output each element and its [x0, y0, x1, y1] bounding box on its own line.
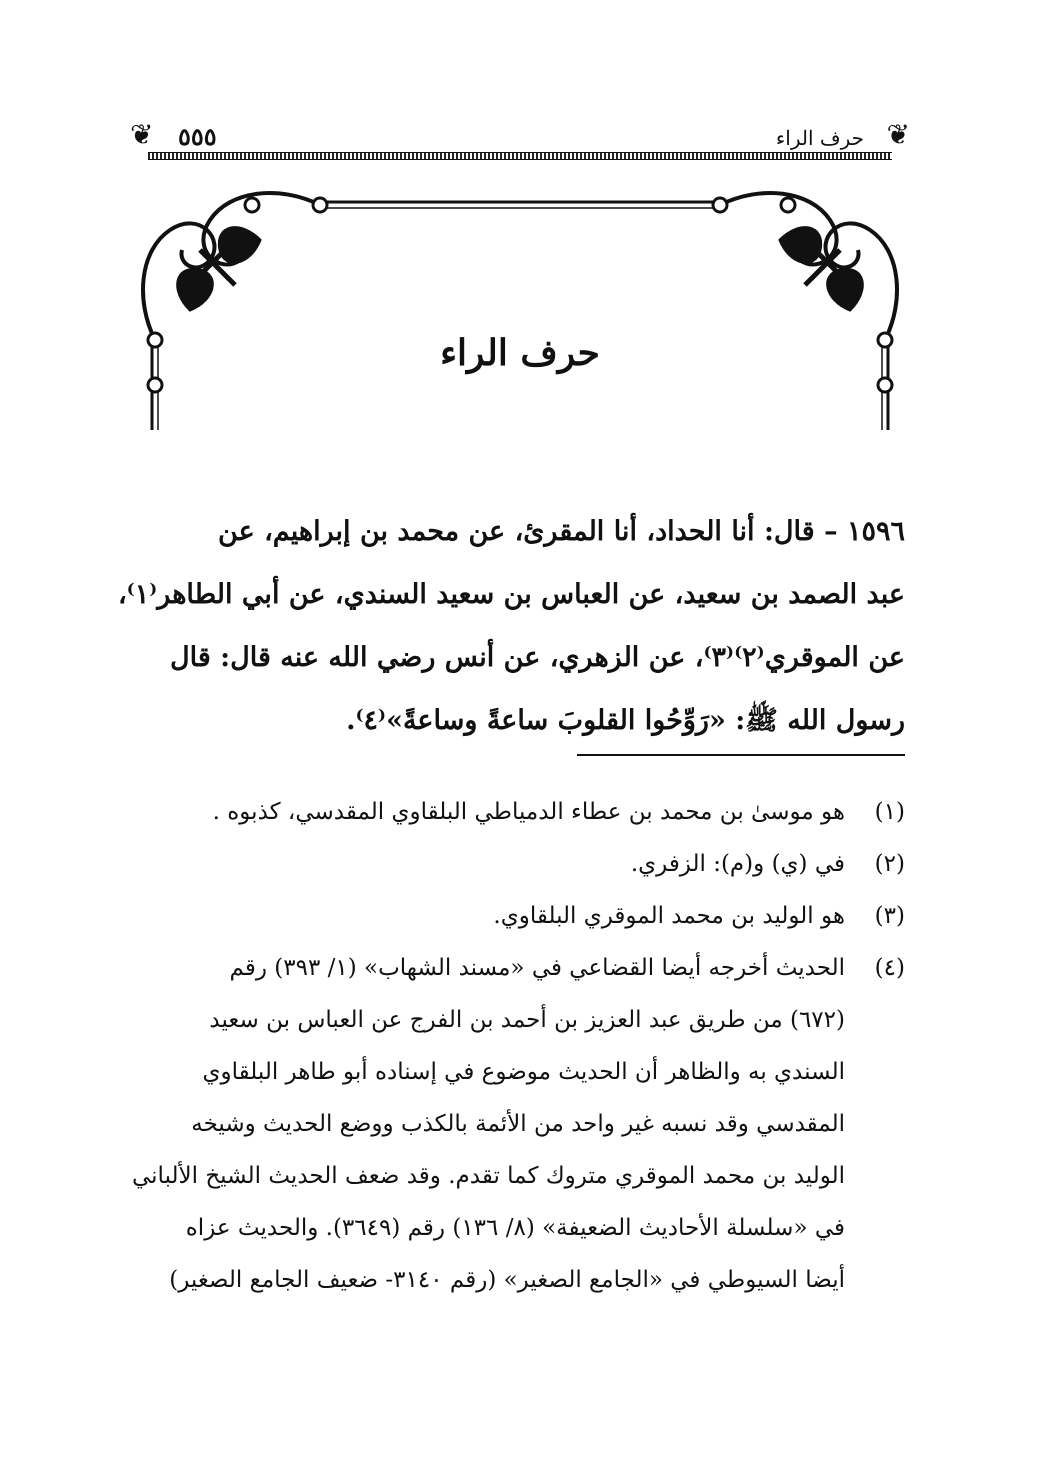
footnote-line: (٦٧٢) من طريق عبد العزيز بن أحمد بن الفرج عن العباس بن سعيد — [209, 1007, 845, 1033]
chapter-title: حرف الراء — [440, 332, 600, 374]
footnote-line: الحديث أخرجه أيضا القضاعي في «مسند الشهاب» (١/ ٣٩٣) رقم — [229, 955, 845, 981]
footnote-line: السندي به والظاهر أن الحديث موضوع في إسناده أبو طاهر البلقاوي — [202, 1059, 845, 1085]
body-line: عن الموقري⁽٢⁾⁽٣⁾، عن الزهري، عن أنس رضي الله عنه قال: قال — [169, 642, 905, 673]
footnote-line: هو الوليد بن محمد الموقري البلقاوي. — [493, 903, 845, 929]
body-line: ١٥٩٦ – قال: أنا الحداد، أنا المقرئ، عن محمد بن إبراهيم، عن — [218, 516, 905, 547]
footnote-line: أيضا السيوطي في «الجامع الصغير» (رقم ٣١٤٠- ضعيف الجامع الصغير) — [169, 1267, 845, 1293]
footnote-line: الوليد بن محمد الموقري متروك كما تقدم. وقد ضعف الحديث الشيخ الألباني — [131, 1163, 845, 1189]
footnote-line: في (ي) و(م): الزفري. — [630, 851, 845, 877]
running-header — [130, 112, 910, 158]
ornament-icon: ❦ — [130, 118, 154, 151]
footnote — [131, 942, 905, 1306]
footnote-line: هو موسىٰ بن محمد بن عطاء الدمياطي البلقاوي المقدسي، كذبوه . — [212, 799, 845, 825]
footnote-line: في «سلسلة الأحاديث الضعيفة» (٨/ ١٣٦) رقم (٣٦٤٩). والحديث عزاه — [185, 1215, 845, 1241]
page-number: ٥٥٥ — [178, 122, 217, 151]
footnote — [135, 890, 905, 942]
chapter-frame — [130, 180, 910, 430]
footnote — [135, 786, 905, 838]
ornament-icon: ❦ — [886, 118, 910, 151]
footnote-separator — [577, 754, 905, 756]
hadith-body — [117, 500, 905, 752]
running-title: حرف الراء — [775, 126, 864, 150]
body-line: رسول الله ﷺ: «رَوِّحُوا القلوبَ ساعةً وساعةً»⁽٤⁾. — [346, 705, 905, 736]
footnote-line: المقدسي وقد نسبه غير واحد من الأئمة بالكذب ووضع الحديث وشيخه — [191, 1111, 845, 1137]
body-line: عبد الصمد بن سعيد، عن العباس بن سعيد السندي، عن أبي الطاهر⁽١⁾، — [117, 579, 905, 610]
footnote-number: (٣) — [874, 903, 905, 929]
ornamental-frame-icon — [130, 180, 910, 430]
footnotes — [131, 786, 905, 1306]
footnote-number: (٤) — [874, 955, 905, 981]
footnote — [135, 838, 905, 890]
header-rule — [148, 152, 892, 160]
footnote-number: (١) — [874, 799, 905, 825]
footnote-number: (٢) — [874, 851, 905, 877]
